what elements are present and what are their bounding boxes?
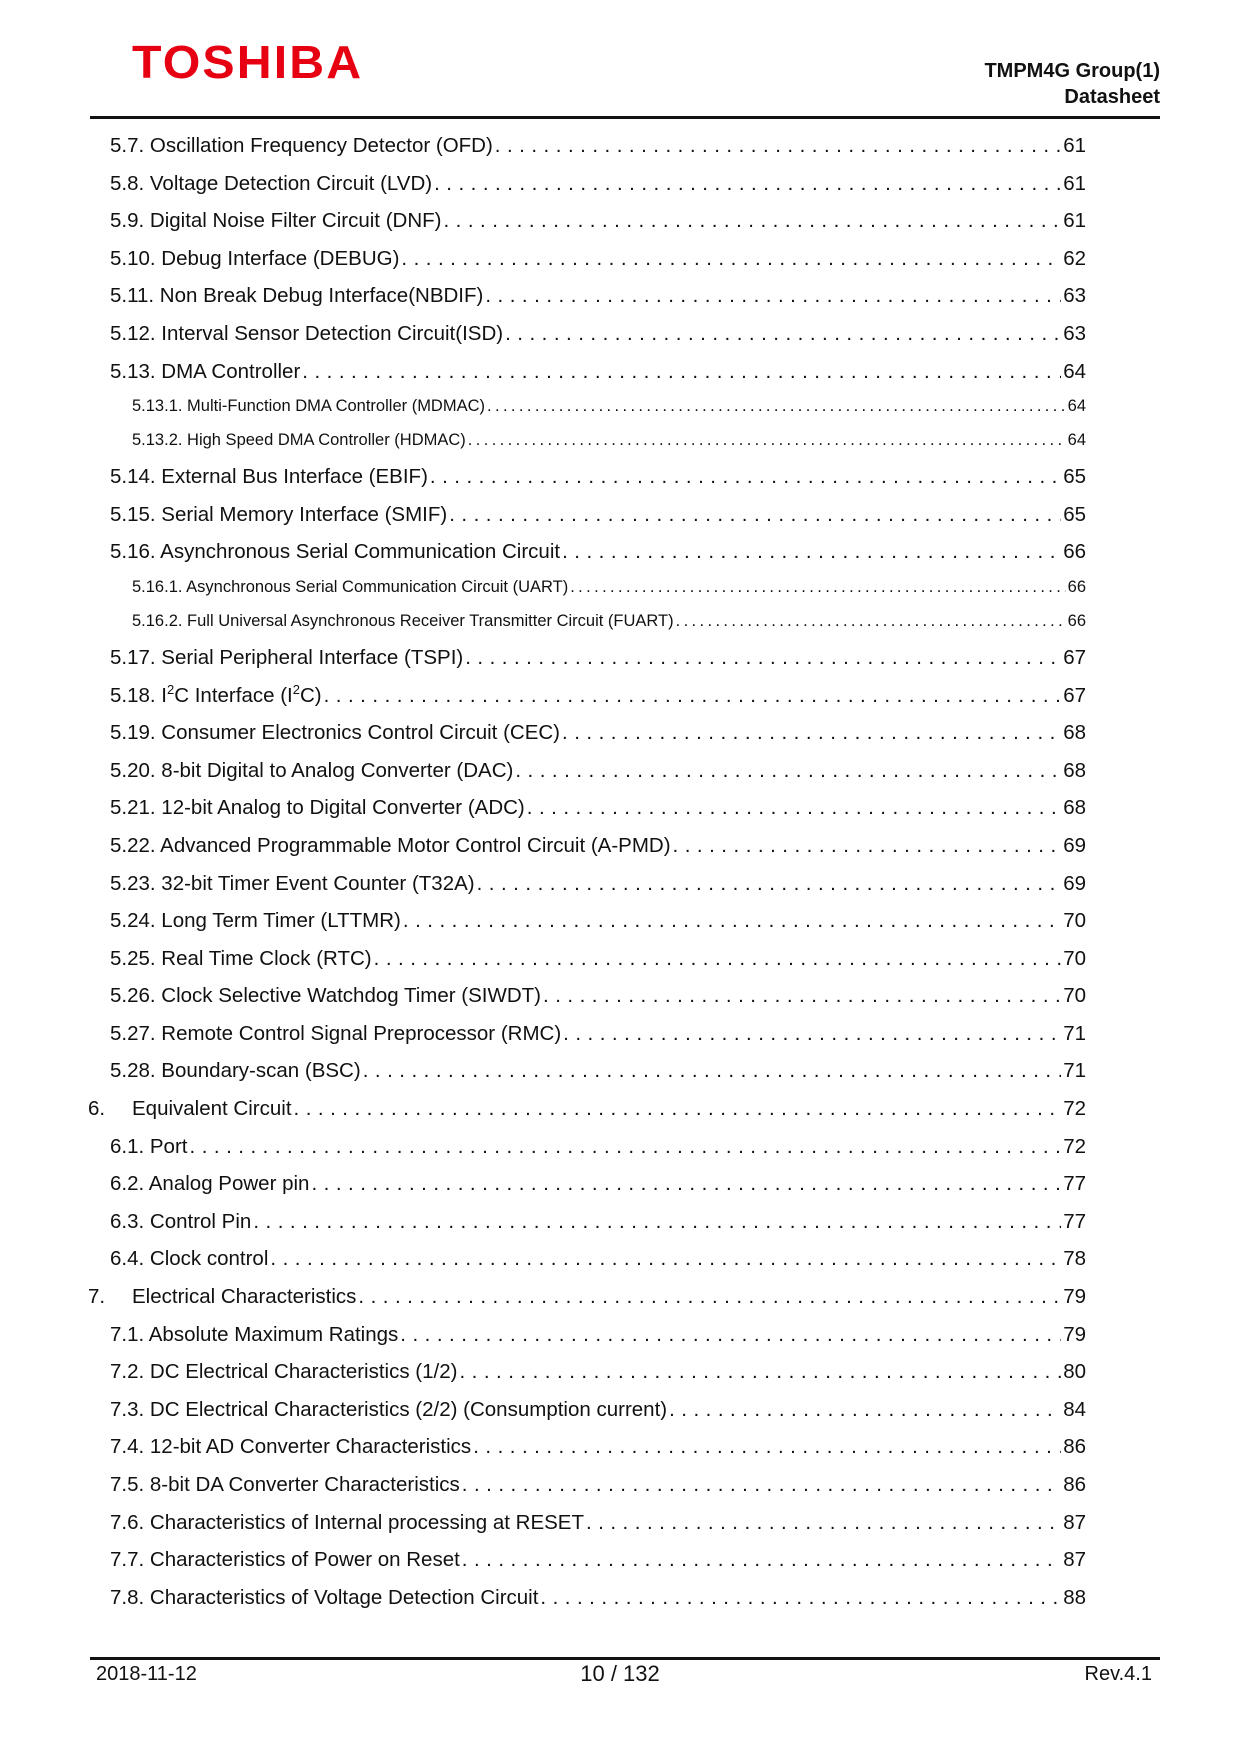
toc-page-number: 68 [1063,796,1086,820]
toc-chapter-number: 7. [88,1285,106,1309]
toc-entry-title[interactable]: 5.23. 32-bit Timer Event Counter (T32A) [110,871,475,895]
toc-page-number: 66 [1067,611,1086,630]
dot-leader [485,284,1061,308]
toc-entry[interactable] [0,1285,1240,1323]
toc-entry[interactable] [0,1097,1240,1135]
toc-title-part: C Interface (I [174,683,293,707]
superscript: 2 [167,681,175,697]
dot-leader [253,1210,1061,1234]
footer-revision: Rev.4.1 [1084,1663,1152,1685]
toc-entry[interactable] [0,503,1240,541]
toc-entry[interactable] [0,759,1240,797]
toc-entry-title[interactable]: 6.1. Port [110,1134,188,1158]
toc-entry-title[interactable]: 5.22. Advanced Programmable Motor Control Circuit (A-PMD) [110,833,671,857]
toc-entry[interactable] [0,1473,1240,1511]
dot-leader [468,431,1066,450]
toc-chapter-title: Electrical Characteristics [132,1285,357,1309]
dot-leader [527,796,1061,820]
toc-page-number: 64 [1067,397,1086,416]
toc-entry[interactable] [0,1511,1240,1549]
toc-entry-title[interactable]: 5.21. 12-bit Analog to Digital Converter (ADC) [110,796,525,820]
toc-chapter-number: 6. [88,1097,106,1121]
dot-leader [586,1511,1061,1535]
toc-entry-title[interactable]: 5.19. Consumer Electronics Control Circuit (CEC) [110,721,560,745]
toc-entry[interactable] [0,1135,1240,1173]
toc-entry-title[interactable]: 5.24. Long Term Timer (LTTMR) [110,909,401,933]
toc-page-number: 86 [1063,1473,1086,1496]
toc-entry-title[interactable]: 5.15. Serial Memory Interface (SMIF) [110,502,448,526]
product-name: TMPM4G Group(1) [984,60,1160,82]
toc-entry[interactable] [0,1435,1240,1473]
toc-page-number: 61 [1063,171,1086,195]
toc-entry[interactable] [0,134,1240,172]
toc-entry[interactable] [0,646,1240,684]
toc-entry[interactable] [0,681,1240,722]
toc-entry[interactable] [0,612,1240,646]
toc-page-number: 88 [1063,1585,1086,1609]
toc-page-number: 68 [1063,721,1086,745]
toc-page-number: 78 [1063,1247,1086,1271]
dot-leader [462,1473,1061,1497]
toc-page-number: 63 [1063,321,1086,345]
toc-entry-title[interactable]: 5.7. Oscillation Frequency Detector (OFD) [110,134,493,157]
toc-page-number: 79 [1063,1285,1086,1309]
toc-entry-title[interactable]: 5.8. Voltage Detection Circuit (LVD) [110,171,433,195]
toc-entry-title[interactable]: 7.1. Absolute Maximum Ratings [110,1322,399,1346]
toc-title-part: C) [299,683,322,707]
toc-entry[interactable] [0,1022,1240,1060]
dot-leader [302,360,1061,384]
toc-page-number: 70 [1063,984,1086,1008]
toc-entry-title[interactable]: 7.3. DC Electrical Characteristics (2/2) (Consumption current) [110,1397,668,1421]
toc-entry-title[interactable]: 5.16. Asynchronous Serial Communication Circuit [110,540,561,564]
dot-leader [294,1097,1062,1121]
toc-page-number: 61 [1063,134,1086,157]
dot-leader [324,684,1062,708]
toc-entry[interactable] [0,431,1240,465]
toc-entry-title[interactable]: 5.17. Serial Peripheral Interface (TSPI) [110,645,464,669]
toc-page-number: 87 [1063,1510,1086,1534]
dot-leader [487,397,1066,416]
toc-page-number: 86 [1063,1435,1086,1459]
dot-leader [495,134,1061,158]
dot-leader [400,1323,1061,1347]
toc-entry[interactable] [0,360,1240,398]
toshiba-logo: TOSHIBA [132,36,364,88]
dot-leader [434,172,1061,196]
dot-leader [401,247,1061,271]
toc-entry[interactable] [0,984,1240,1022]
table-of-contents [0,134,1240,1623]
dot-leader [459,1360,1061,1384]
dot-leader [449,503,1061,527]
header-doc-info [984,58,1160,110]
toc-page-number: 65 [1063,502,1086,526]
dot-leader [563,1022,1061,1046]
toc-entry-title[interactable]: 5.11. Non Break Debug Interface(NBDIF) [110,284,484,308]
toc-page-number: 69 [1063,871,1086,895]
dot-leader [669,1398,1061,1422]
toc-entry-title[interactable]: 6.3. Control Pin [110,1209,252,1233]
toc-entry[interactable] [0,1247,1240,1285]
toc-entry[interactable] [0,1059,1240,1097]
toc-entry-title[interactable]: 6.4. Clock control [110,1247,269,1271]
toc-page-number: 66 [1063,540,1086,564]
toc-page-number: 79 [1063,1322,1086,1346]
dot-leader [443,209,1061,233]
dot-leader [562,721,1061,745]
toc-entry-title[interactable]: 5.9. Digital Noise Filter Circuit (DNF) [110,209,442,233]
toc-page-number: 64 [1067,431,1086,450]
toc-entry-title[interactable]: 5.16.1. Asynchronous Serial Communication Circuit (UART) [132,577,569,596]
toc-entry-title[interactable] [88,1097,292,1121]
toc-entry-title[interactable]: 7.8. Characteristics of Voltage Detection Circuit [110,1585,539,1609]
toc-entry[interactable] [0,1210,1240,1248]
toc-entry-title[interactable]: 5.16.2. Full Universal Asynchronous Receiver Transmitter Circuit (FUART) [132,611,674,630]
dot-leader [358,1285,1061,1309]
toc-page-number: 65 [1063,465,1086,489]
toc-entry[interactable] [0,796,1240,834]
dot-leader [430,465,1061,489]
toc-entry[interactable] [0,578,1240,612]
toc-entry[interactable] [0,872,1240,910]
dot-leader [403,909,1061,933]
toc-page-number: 87 [1063,1548,1086,1572]
dot-leader [311,1172,1061,1196]
toc-entry[interactable] [0,1360,1240,1398]
toc-page-number: 61 [1063,209,1086,233]
dot-leader [465,646,1061,670]
dot-leader [190,1135,1062,1159]
toc-entry-title[interactable]: 5.28. Boundary-scan (BSC) [110,1059,361,1083]
toc-page-number: 69 [1063,833,1086,857]
toc-entry-title[interactable]: 5.26. Clock Selective Watchdog Timer (SIWDT) [110,984,542,1008]
dot-leader [676,612,1066,631]
dot-leader [363,1059,1062,1083]
toc-entry[interactable] [0,247,1240,285]
toc-entry-title[interactable]: 5.14. External Bus Interface (EBIF) [110,465,428,489]
toc-page-number: 72 [1063,1134,1086,1158]
toc-page-number: 64 [1063,359,1086,383]
toc-page-number: 70 [1063,946,1086,970]
dot-leader [270,1247,1061,1271]
toc-entry-title[interactable]: 7.5. 8-bit DA Converter Characteristics [110,1473,460,1496]
toc-chapter-title: Equivalent Circuit [132,1097,292,1121]
toc-page-number: 63 [1063,284,1086,308]
toc-entry[interactable] [0,209,1240,247]
dot-leader [515,759,1061,783]
toc-entry[interactable] [0,397,1240,431]
toc-entry-title[interactable]: 5.27. Remote Control Signal Preprocessor (RMC) [110,1021,562,1045]
superscript: 2 [292,681,300,697]
toc-entry-title[interactable]: 5.20. 8-bit Digital to Analog Converter (DAC) [110,758,514,782]
toc-page-number: 80 [1063,1360,1086,1384]
toc-page-number: 72 [1063,1097,1086,1121]
toc-entry[interactable] [0,909,1240,947]
toc-entry[interactable] [0,1398,1240,1436]
toc-page-number: 71 [1063,1021,1086,1045]
toc-title-part: 5.18. I [110,683,167,707]
toc-page-number: 77 [1063,1209,1086,1233]
dot-leader [540,1586,1061,1610]
dot-leader [562,540,1061,564]
dot-leader [505,322,1061,346]
toc-page-number: 70 [1063,909,1086,933]
toc-entry-title[interactable]: 7.4. 12-bit AD Converter Characteristics [110,1435,472,1459]
toc-entry-title[interactable]: 5.12. Interval Sensor Detection Circuit(ISD) [110,321,504,345]
header-divider [90,116,1160,119]
toc-entry-title[interactable]: 6.2. Analog Power pin [110,1172,310,1196]
dot-leader [473,1435,1061,1459]
dot-leader [462,1548,1061,1572]
dot-leader [570,578,1065,597]
toc-entry[interactable] [0,1586,1240,1624]
toc-entry[interactable] [0,834,1240,872]
toc-entry-title[interactable]: 7.2. DC Electrical Characteristics (1/2) [110,1360,458,1384]
toc-entry[interactable] [0,1323,1240,1361]
toc-entry[interactable] [0,947,1240,985]
footer-page-indicator: 10 / 132 [580,1661,660,1686]
footer-divider [90,1657,1160,1660]
toc-page-number: 67 [1063,645,1086,669]
footer-date: 2018-11-12 [96,1663,197,1685]
dot-leader [477,872,1062,896]
toc-entry-title[interactable]: 7.7. Characteristics of Power on Reset [110,1548,460,1572]
toc-entry[interactable] [0,1548,1240,1586]
toc-page-number: 84 [1063,1397,1086,1421]
toc-entry[interactable] [0,322,1240,360]
toc-entry-title[interactable]: 5.13.2. High Speed DMA Controller (HDMAC) [132,431,466,450]
toc-page-number: 68 [1063,758,1086,782]
toc-entry-title[interactable]: 5.13.1. Multi-Function DMA Controller (MDMAC) [132,397,486,416]
toc-entry[interactable] [0,284,1240,322]
toc-entry-title[interactable] [110,681,322,708]
toc-entry-title[interactable]: 7.6. Characteristics of Internal processing at RESET [110,1510,584,1534]
dot-leader [543,984,1061,1008]
toc-page-number: 62 [1063,246,1086,270]
toc-entry[interactable] [0,172,1240,210]
toc-page-number: 71 [1063,1059,1086,1083]
toc-page-number: 77 [1063,1172,1086,1196]
toc-entry[interactable] [0,721,1240,759]
dot-leader [673,834,1062,858]
doc-type: Datasheet [1064,86,1160,108]
toc-entry-title[interactable] [88,1285,356,1309]
toc-page-number: 66 [1067,577,1086,596]
toc-entry-title[interactable]: 5.13. DMA Controller [110,359,301,383]
toc-entry-title[interactable]: 5.10. Debug Interface (DEBUG) [110,246,400,270]
toc-entry[interactable] [0,540,1240,578]
toc-entry-title[interactable]: 5.25. Real Time Clock (RTC) [110,946,372,970]
toc-page-number: 67 [1063,683,1086,707]
dot-leader [374,947,1062,971]
toc-entry[interactable] [0,1172,1240,1210]
toc-entry[interactable] [0,465,1240,503]
